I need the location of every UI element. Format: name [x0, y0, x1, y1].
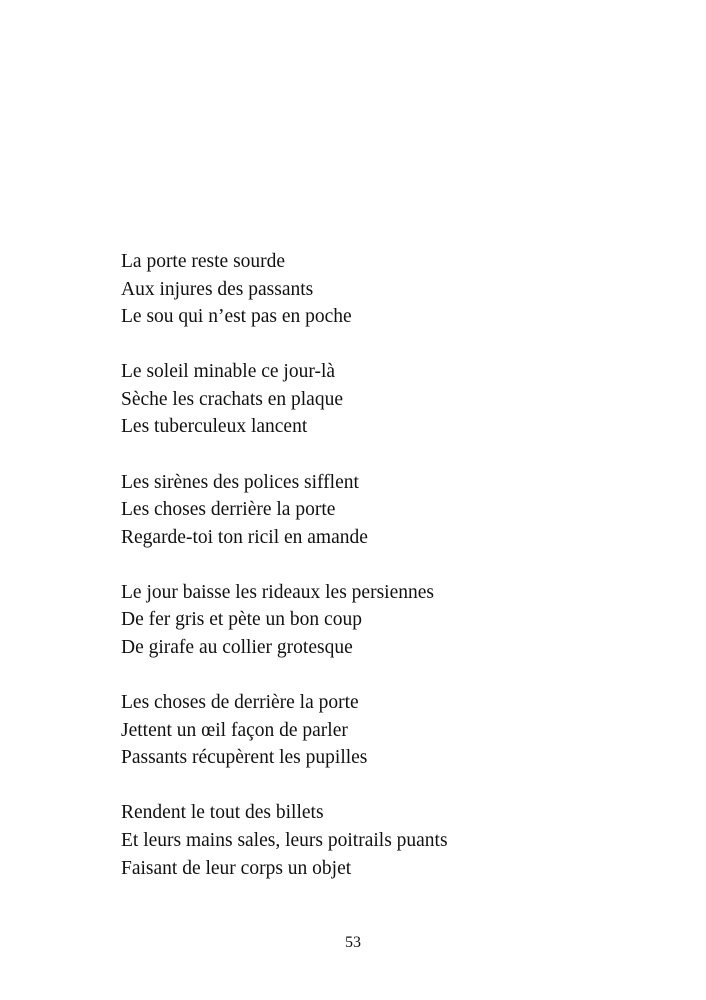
poem-line: Faisant de leur corps un objet — [121, 857, 352, 879]
poem-line: De girafe au collier grotesque — [121, 637, 353, 659]
poem-line: Les choses de derrière la porte — [121, 692, 359, 714]
poem-line: Les sirènes des polices sifflent — [121, 471, 359, 493]
poem-line: De fer gris et pète un bon coup — [121, 609, 362, 631]
poem-line: La porte reste sourde — [121, 251, 286, 272]
poem-line: Les tuberculeux lancent — [121, 416, 308, 438]
stanza — [121, 248, 681, 331]
poem-line: Le sou qui n’est pas en poche — [121, 306, 352, 328]
stanza — [121, 358, 681, 441]
poem-line: Jettent un œil façon de parler — [121, 719, 348, 741]
stanza — [121, 579, 681, 662]
poem-line: Passants récupèrent les pupilles — [121, 747, 368, 769]
poem-line: Le jour baisse les rideaux les persiennes — [121, 581, 434, 603]
poem-line: Rendent le tout des billets — [121, 802, 324, 824]
stanza — [121, 469, 681, 552]
poem — [121, 248, 681, 882]
stanza — [121, 689, 681, 772]
poem-line: Regarde-toi ton ricil en amande — [121, 526, 368, 548]
stanza — [121, 799, 681, 882]
poem-line: Sèche les crachats en plaque — [121, 388, 343, 410]
poem-line: Et leurs mains sales, leurs poitrails puants — [121, 830, 448, 851]
poem-line: Les choses derrière la porte — [121, 499, 336, 521]
poem-line: Aux injures des passants — [121, 278, 314, 300]
page-number: 53 — [345, 934, 361, 951]
poem-line: Le soleil minable ce jour-là — [121, 361, 336, 383]
